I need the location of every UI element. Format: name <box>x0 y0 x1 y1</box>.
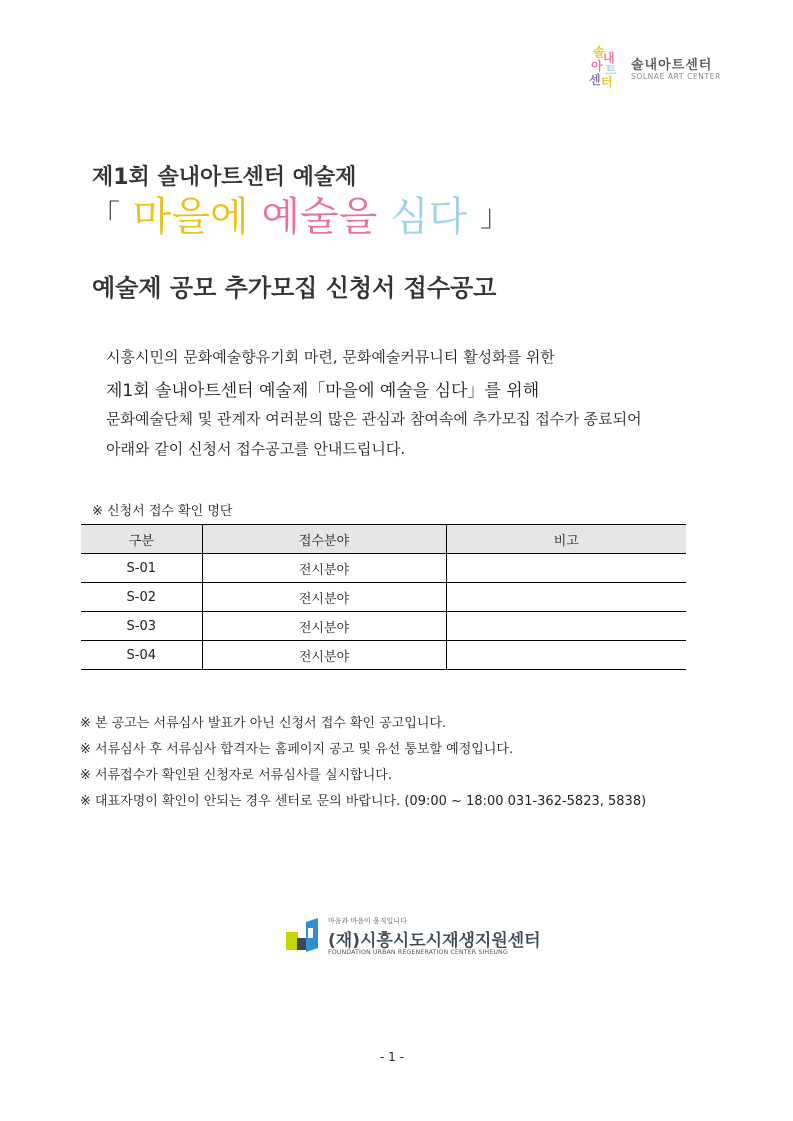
logo-char: 아 <box>591 59 603 73</box>
theme-word-3: 심다 <box>390 194 468 240</box>
table-row <box>81 612 686 641</box>
cell-field: 전시분야 <box>202 583 446 612</box>
header-field: 접수분야 <box>202 525 446 554</box>
cell-remarks <box>446 612 686 641</box>
open-bracket: 「 <box>90 199 120 234</box>
table-row <box>81 583 686 612</box>
note-line: ※ 대표자명이 확인이 안되는 경우 센터로 문의 바랍니다. (09:00 ~ 18:00 031-362-5823, 5838) <box>80 794 647 809</box>
event-title: 제1회 솔내아트센터 예술제 <box>92 165 357 190</box>
table-row <box>81 554 686 583</box>
foundation-slogan: 마음과 마음이 움직입니다 <box>328 917 407 925</box>
foundation-english: FOUNDATION URBAN REGENERATION CENTER SIHEUNG <box>328 949 508 956</box>
table-row <box>81 641 686 670</box>
event-theme <box>90 193 510 241</box>
cell-category: S-03 <box>81 612 202 641</box>
intro-line: 시흥시민의 문화예술향유기회 마련, 문화예술커뮤니티 활성화를 위한 <box>106 348 555 366</box>
cell-category: S-04 <box>81 641 202 670</box>
logo-char: 센 <box>589 73 601 87</box>
intro-line: 제1회 솔내아트센터 예술제「마을에 예술을 심다」를 위해 <box>106 381 540 401</box>
table-header-row <box>81 525 686 554</box>
cell-remarks <box>446 583 686 612</box>
logo-english: SOLNAE ART CENTER <box>631 72 721 81</box>
cell-category: S-01 <box>81 554 202 583</box>
applicant-table <box>81 524 686 670</box>
foundation-name: (재)시흥시도시재생지원센터 <box>328 931 541 951</box>
list-caption: ※ 신청서 접수 확인 명단 <box>92 504 233 519</box>
cell-field: 전시분야 <box>202 554 446 583</box>
intro-line: 문화예술단체 및 관계자 여러분의 많은 관심과 참여속에 추가모집 접수가 종료되어 <box>106 410 642 428</box>
cell-field: 전시분야 <box>202 641 446 670</box>
logo-name: 솔내아트센터 <box>631 58 713 73</box>
solnae-logo-mark <box>585 44 637 90</box>
cell-remarks <box>446 554 686 583</box>
cell-field: 전시분야 <box>202 612 446 641</box>
theme-word-2: 예술을 <box>261 194 378 240</box>
theme-word-1: 마을에 <box>132 194 249 240</box>
notice-title: 예술제 공모 추가모집 신청서 접수공고 <box>92 274 497 302</box>
note-line: ※ 서류접수가 확인된 신청자로 서류심사를 실시합니다. <box>80 768 392 783</box>
logo-char: 트 <box>605 63 617 77</box>
close-bracket: 」 <box>480 199 510 234</box>
header-remarks: 비고 <box>446 525 686 554</box>
logo-char: 내 <box>603 51 615 65</box>
foundation-logo <box>284 912 541 962</box>
page-number: - 1 - <box>380 1050 404 1064</box>
cell-remarks <box>446 641 686 670</box>
logo-char: 터 <box>601 75 613 89</box>
note-line: ※ 본 공고는 서류심사 발표가 아닌 신청서 접수 확인 공고입니다. <box>80 716 447 731</box>
note-line: ※ 서류심사 후 서류심사 합격자는 홈페이지 공고 및 유선 통보할 예정입니다. <box>80 742 514 757</box>
foundation-logo-icon <box>284 918 324 956</box>
intro-line: 아래와 같이 신청서 접수공고를 안내드립니다. <box>106 440 406 458</box>
cell-category: S-02 <box>81 583 202 612</box>
header-category: 구분 <box>81 525 202 554</box>
solnae-art-center-logo <box>585 44 735 90</box>
logo-char: 솔 <box>593 45 605 59</box>
